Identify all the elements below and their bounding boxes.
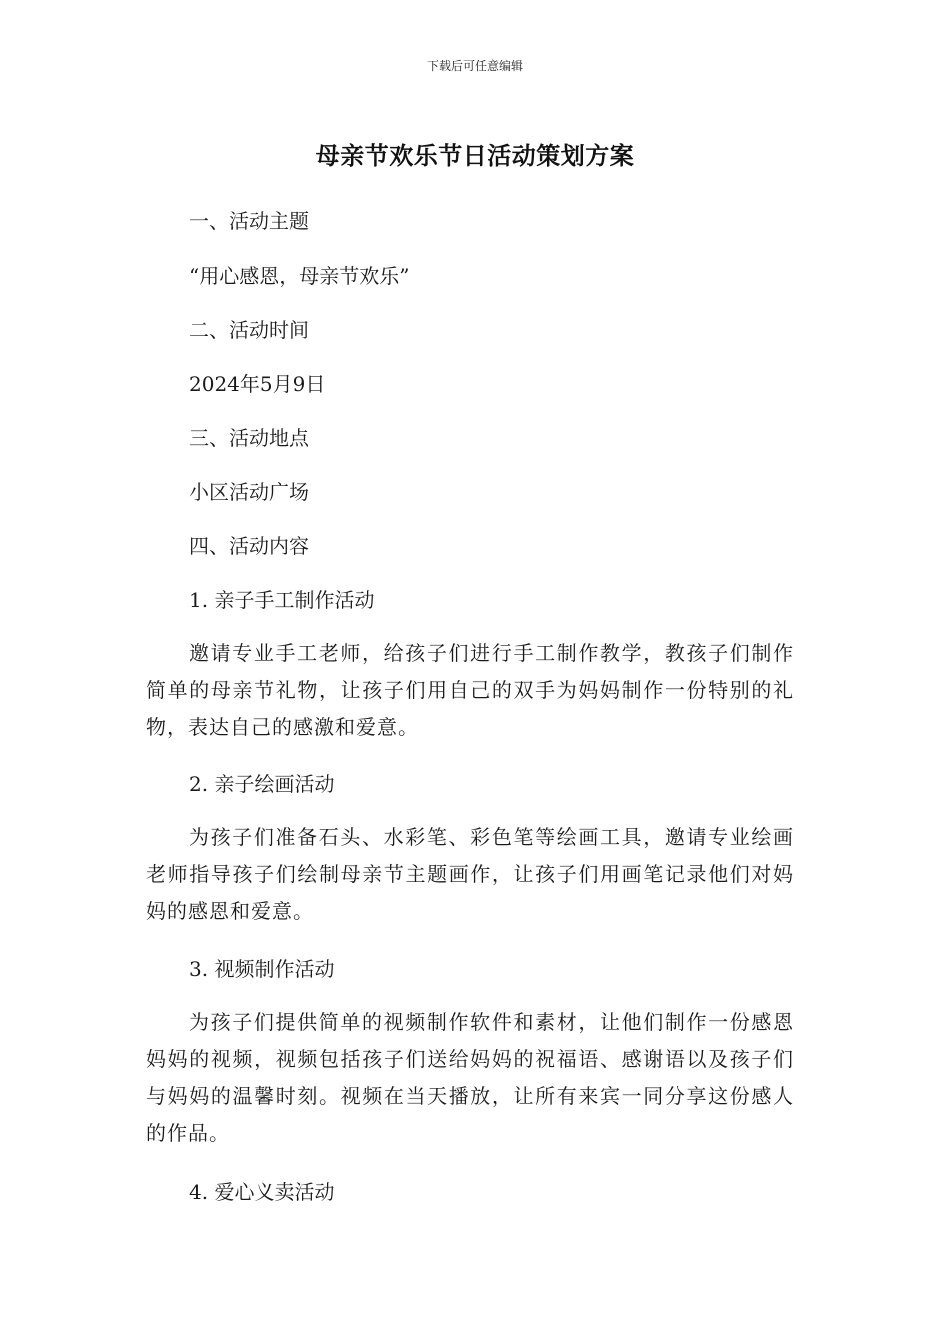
section-heading-time: 二、活动时间 — [189, 318, 309, 342]
activity-paragraph: 为孩子们提供简单的视频制作软件和素材，让他们制作一份感恩妈妈的视频，视频包括孩子们送给妈妈的祝福语、感谢语以及孩子们与妈妈的温馨时刻。视频在当天播放，让所有来宾一同分享这份感人的作品。 — [146, 1010, 794, 1145]
activity-paragraph: 邀请专业手工老师，给孩子们进行手工制作教学，教孩子们制作简单的母亲节礼物，让孩子们用自己的双手为妈妈制作一份特别的礼物，表达自己的感激和爱意。 — [146, 641, 794, 739]
activity-heading: 1. 亲子手工制作活动 — [189, 588, 375, 612]
theme-text: “用心感恩，母亲节欢乐” — [189, 264, 410, 288]
document-title: 母亲节欢乐节日活动策划方案 — [315, 142, 635, 170]
activity-paragraph: 为孩子们准备石头、水彩笔、彩色笔等绘画工具，邀请专业绘画老师指导孩子们绘制母亲节主题画作，让孩子们用画笔记录他们对妈妈的感恩和爱意。 — [146, 825, 794, 923]
section-heading-theme: 一、活动主题 — [189, 209, 309, 233]
place-text: 小区活动广场 — [189, 480, 309, 504]
time-text: 2024年5月9日 — [189, 372, 326, 396]
header-note: 下载后可任意编辑 — [426, 59, 523, 73]
activity-heading: 2. 亲子绘画活动 — [189, 772, 335, 796]
section-heading-content: 四、活动内容 — [189, 534, 309, 558]
activity-heading: 4. 爱心义卖活动 — [189, 1180, 335, 1204]
section-heading-place: 三、活动地点 — [189, 426, 309, 450]
activity-heading: 3. 视频制作活动 — [189, 957, 335, 981]
